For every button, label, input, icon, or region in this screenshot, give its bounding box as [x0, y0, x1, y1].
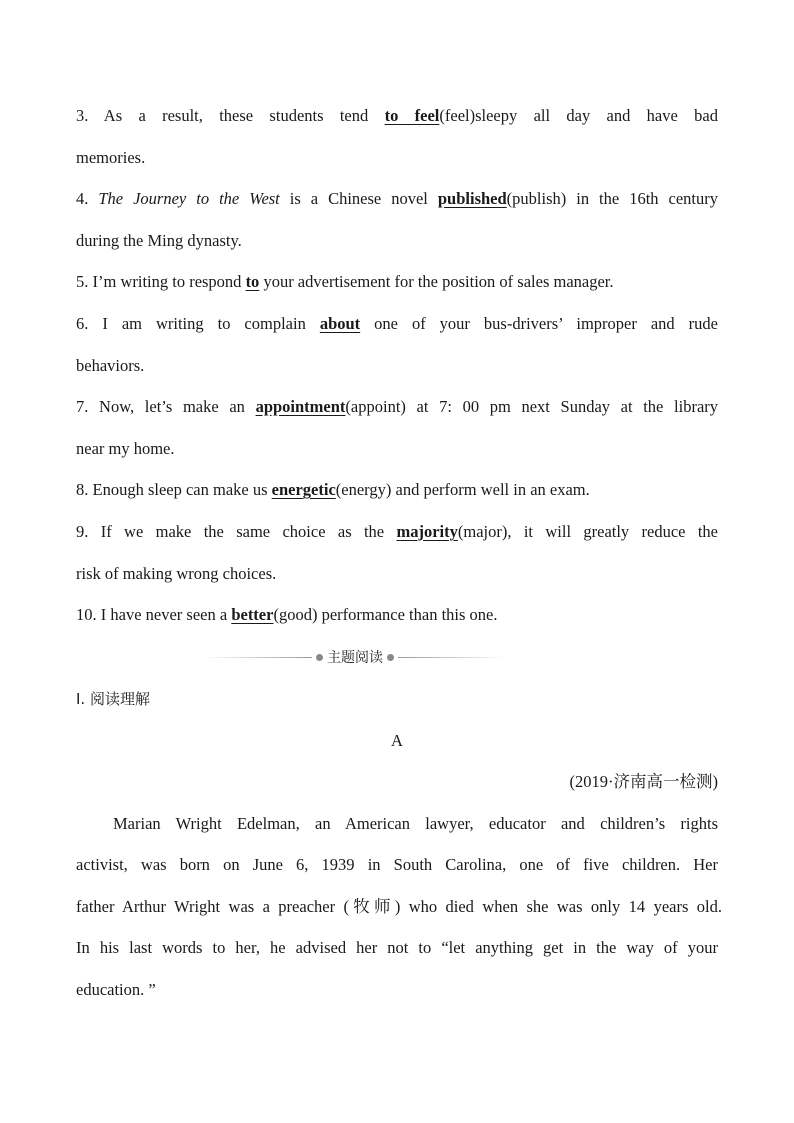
divider-rule-left [205, 657, 312, 658]
exercise-10-line-1: 10. I have never seen a better(good) performance than this one. [76, 605, 498, 624]
exercise-9-line-1: 9. If we make the same choice as the majority(major), it will greatly reduce the [76, 522, 718, 541]
exercise-7-line-2: near my home. [76, 439, 175, 458]
answer-3: to feel [384, 106, 440, 125]
divider-dot-left-icon [316, 654, 323, 661]
passage-letter: A [391, 731, 403, 750]
section-heading: Ⅰ. 阅读理解 [76, 690, 150, 708]
answer-9: majority [396, 522, 458, 541]
exercise-9-line-2: risk of making wrong choices. [76, 564, 277, 583]
exercise-7-line-1: 7. Now, let’s make an appointment(appoint) at 7: 00 pm next Sunday at the library [76, 397, 719, 416]
answer-6: about [319, 314, 361, 333]
answer-10: better [231, 605, 274, 624]
passage-line-2: activist, was born on June 6, 1939 in South Carolina, one of five children. Her [76, 855, 718, 874]
answer-8: energetic [271, 480, 336, 499]
book-title: The Journey to the West [98, 189, 280, 208]
passage-line-4: In his last words to her, he advised her not to “let anything get in the way of your [76, 938, 718, 957]
exercise-6-line-2: behaviors. [76, 356, 145, 375]
exercise-3-line-1: 3. As a result, these students tend to feel(feel)sleepy all day and have bad [76, 106, 718, 125]
section-divider [205, 647, 505, 667]
exercise-4-line-1: 4. The Journey to the West is a Chinese novel published(publish) in the 16th century [76, 189, 719, 208]
passage-source: (2019·济南高一检测) [569, 772, 718, 791]
answer-4: published [437, 189, 507, 208]
exercise-5-line-1: 5. I’m writing to respond to your advertisement for the position of sales manager. [76, 272, 614, 291]
divider-dot-right-icon [387, 654, 394, 661]
passage-line-1: Marian Wright Edelman, an American lawyer, educator and children’s rights [113, 814, 718, 833]
answer-7: appointment [255, 397, 346, 416]
divider-rule-right [398, 657, 505, 658]
passage-line-5: education. ” [76, 980, 156, 999]
divider-label: 主题阅读 [327, 650, 383, 666]
passage-line-3: father Arthur Wright was a preacher (牧师) who died when she was only 14 years old. [76, 897, 722, 916]
exercise-8-line-1: 8. Enough sleep can make us energetic(energy) and perform well in an exam. [76, 480, 590, 499]
exercise-4-line-2: during the Ming dynasty. [76, 231, 242, 250]
answer-5: to [245, 272, 260, 291]
exercise-3-line-2: memories. [76, 148, 146, 167]
exercise-6-line-1: 6. I am writing to complain about one of your bus-drivers’ improper and rude [76, 314, 718, 333]
